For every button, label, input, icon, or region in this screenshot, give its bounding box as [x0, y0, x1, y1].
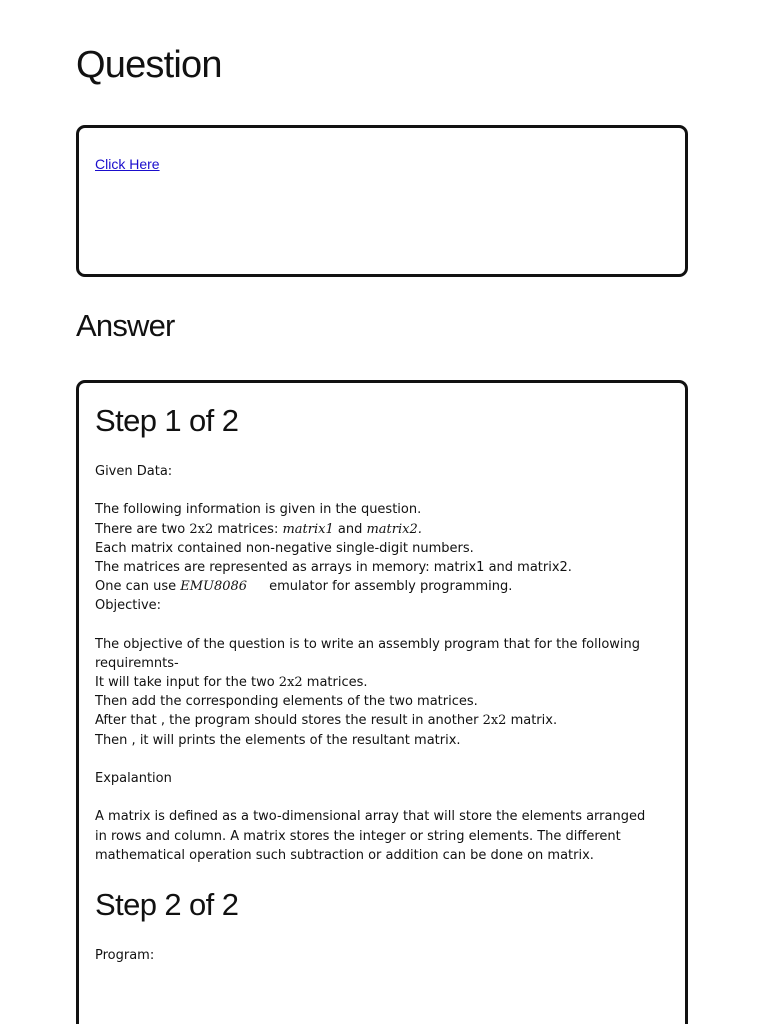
memory-line: The matrices are represented as arrays in memory: matrix1 and matrix2.	[95, 559, 572, 575]
objective-label: Objective:	[95, 598, 162, 614]
step-2-title: Step 2 of 2	[95, 887, 239, 922]
math-2x2: 2x2	[189, 521, 214, 537]
answer-heading: Answer	[76, 308, 175, 343]
text-fragment: After that , the program should stores the result in another	[95, 713, 483, 729]
explanation-line-2: in rows and column. A matrix stores the integer or string elements. The different	[95, 828, 621, 844]
math-2x2: 2x2	[278, 675, 303, 691]
explanation-line-1: A matrix is defined as a two-dimensional array that will store the elements arranged	[95, 809, 646, 825]
math-2x2: 2x2	[482, 713, 507, 729]
text-fragment: matrices:	[213, 521, 283, 537]
math-emu8086: EMU8086	[180, 579, 248, 595]
text-fragment: There are two	[95, 521, 190, 537]
click-here-link[interactable]: Click Here	[95, 156, 160, 172]
step-1-body	[95, 462, 685, 865]
step-2-body	[95, 946, 685, 965]
text-fragment: One can use	[95, 579, 181, 595]
given-intro-line: The following information is given in the question.	[95, 502, 422, 518]
input-line	[95, 673, 685, 692]
explanation-line-3: mathematical operation such subtraction or addition can be done on matrix.	[95, 847, 594, 863]
step-1-title: Step 1 of 2	[95, 403, 239, 438]
answer-card	[76, 380, 688, 1024]
text-fragment: matrix.	[506, 713, 558, 729]
print-line: Then , it will prints the elements of the resultant matrix.	[95, 732, 461, 748]
question-card	[76, 125, 688, 277]
math-matrix1: matrix1	[282, 521, 334, 537]
add-line: Then add the corresponding elements of the two matrices.	[95, 694, 478, 710]
two-matrices-line	[95, 520, 685, 539]
store-line	[95, 711, 685, 730]
non-negative-line: Each matrix contained non-negative single-digit numbers.	[95, 540, 474, 556]
math-matrix2: matrix2.	[366, 521, 422, 537]
text-fragment: and	[333, 521, 367, 537]
objective-line-1: The objective of the question is to write an assembly program that for the following	[95, 636, 641, 652]
program-label: Program:	[95, 948, 155, 963]
given-data-label: Given Data:	[95, 464, 173, 479]
text-fragment: It will take input for the two	[95, 675, 279, 691]
text-fragment: matrices.	[302, 675, 368, 691]
explanation-label: Expalantion	[95, 771, 172, 786]
objective-line-2: requiremnts-	[95, 655, 179, 671]
question-heading: Question	[76, 44, 222, 86]
text-fragment: emulator for assembly programming.	[269, 579, 513, 595]
emu-line	[95, 577, 685, 596]
